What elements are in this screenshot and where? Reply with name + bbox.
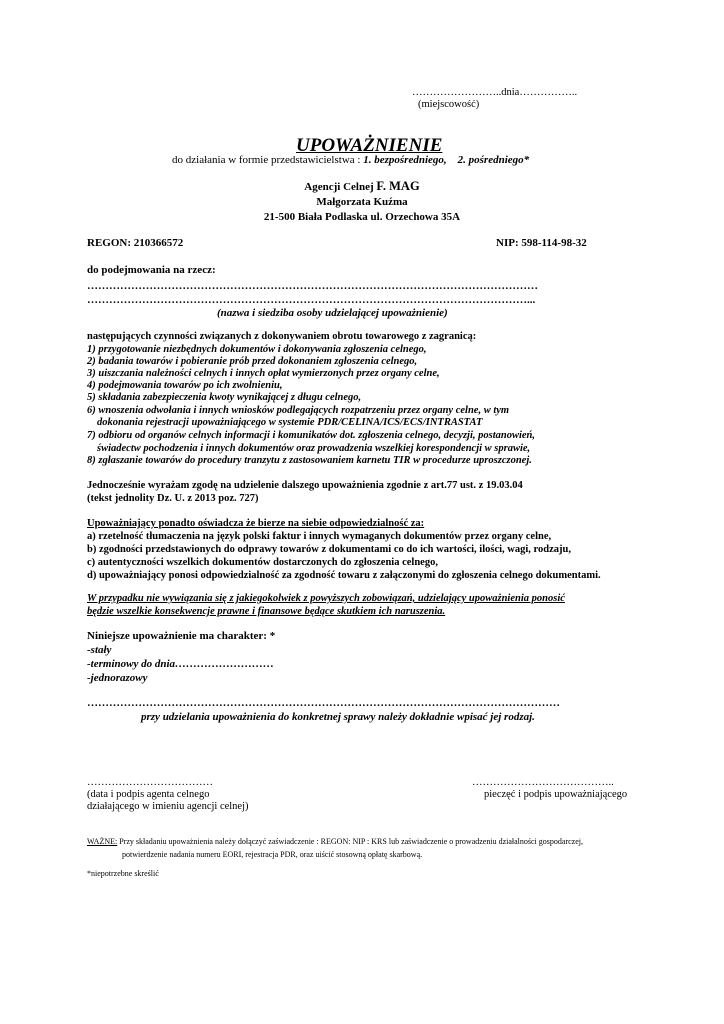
- principal-signature-label: pieczęć i podpis upoważniającego: [484, 789, 628, 800]
- liability-item: a) rzetelność tłumaczenia na język polski faktur i innych wymaganych dokumentów przez organy celne,: [87, 531, 552, 542]
- principal-label: do podejmowania na rzecz:: [87, 264, 216, 276]
- strike-note: *niepotrzebne skreślić: [87, 869, 159, 878]
- subtitle-option-direct: 1. bezpośredniego,: [363, 154, 447, 166]
- action-item: 5) składania zabezpieczenia kwoty wynikającej z długu celnego,: [87, 392, 362, 403]
- principal-caption: (nazwa i siedziba osoby udzielającej upoważnienie): [217, 307, 448, 319]
- action-item: 1) przygotowanie niezbędnych dokumentów i dokonywania zgłoszenia celnego,: [87, 344, 427, 355]
- agency-name: F. MAG: [376, 179, 420, 193]
- principal-dots-2: …………………………………………………………………………………………………………...: [87, 294, 536, 306]
- action-item: 6) wnoszenia odwołania i innych wniosków podlegających rozpatrzeniu przez organy celne, w tym: [87, 405, 510, 416]
- agency-address: 21-500 Biała Podlaska ul. Orzechowa 35A: [263, 211, 461, 223]
- action-item: 8) zgłaszanie towarów do procedury tranzytu z zastosowaniem karnetu TIR w procedurze uproszczonej.: [87, 455, 532, 466]
- document-title: UPOWAŻNIENIE: [296, 135, 443, 156]
- action-item: 3) uiszczania należności celnych i innych opłat wymierzonych przez organy celne,: [87, 368, 440, 379]
- action-item: dokonania rejestracji upoważniającego w systemie PDR/CELINA/ICS/ECS/INTRASTAT: [97, 417, 483, 428]
- character-option-term: -terminowy do dnia………………………: [87, 658, 275, 670]
- important-text-1: Przy składaniu upoważnienia należy dołączyć zaświadczenie : REGON: NIP : KRS lub zaświadczenie o prowadzeniu działalności gospodarczej,: [119, 837, 583, 846]
- nip: NIP: 598-114-98-32: [496, 237, 587, 249]
- principal-signature-dots: …………………………………..: [472, 777, 614, 788]
- liability-item: c) autentyczności wszelkich dokumentów dostarczonych do zgłoszenia celnego,: [87, 557, 438, 568]
- character-heading: Niniejsze upoważnienie ma charakter: *: [87, 630, 276, 642]
- action-item: 2) badania towarów i pobieranie prób przed dokonaniem zgłoszenia celnego,: [87, 356, 418, 367]
- subtitle-prefix: do działania w formie przedstawicielstwa :: [172, 154, 361, 166]
- warning-line1: W przypadku nie wywiązania się z jakiegokolwiek z powyższych zobowiązań, udzielający upoważnienia ponosić: [87, 593, 565, 604]
- principal-dots-1: ……………………………………………………………………………………………………………: [87, 280, 538, 292]
- place-label: (miejscowość): [418, 99, 480, 110]
- consent-line2: (tekst jednolity Dz. U. z 2013 poz. 727): [87, 493, 259, 504]
- action-item: 4) podejmowania towarów po ich zwolnieniu,: [87, 380, 283, 391]
- agency-prefix: Agencji Celnej: [304, 181, 374, 193]
- actions-intro: następujących czynności związanych z dokonywaniem obrotu towarowego z zagranicą:: [87, 331, 477, 342]
- action-item: świadectw pochodzenia i innych dokumentów oraz prowadzenia wszelkiej korespondencji w sprawie,: [97, 443, 531, 454]
- character-note: przy udzielania upoważnienia do konkretnej sprawy należy dokładnie wpisać jej rodzaj.: [141, 711, 535, 723]
- action-item: 7) odbioru od organów celnych informacji i komunikatów dot. zgłoszenia celnego, decyzji, postanowień,: [87, 430, 536, 441]
- warning-line2: będzie wszelkie konsekwencje prawne i finansowe będące skutkiem ich naruszenia.: [87, 606, 446, 617]
- important-label: WAŻNE:: [87, 837, 118, 846]
- character-option-single: -jednorazowy: [87, 672, 148, 684]
- document-subtitle: [172, 155, 529, 166]
- agent-signature-dots: ………………………………: [87, 777, 213, 788]
- agent-signature-label-2: działającego w imieniu agencji celnej): [87, 801, 249, 812]
- place-date-line: ……………………..dnia……………..: [412, 87, 578, 98]
- consent-line1: Jednocześnie wyrażam zgodę na udzielenie dalszego upoważnienia zgodnie z art.77 ust. z 19.03.04: [87, 480, 523, 491]
- liability-item: d) upoważniający ponosi odpowiedzialność za zgodność towaru z załączonymi do zgłoszenia celnego dokumentami.: [87, 570, 601, 581]
- subtitle-option-indirect: 2. pośredniego*: [457, 154, 530, 166]
- liability-heading: Upoważniający ponadto oświadcza że bierze na siebie odpowiedzialność za:: [87, 518, 425, 529]
- agency-line1: [0, 180, 724, 193]
- regon: REGON: 210366572: [87, 237, 184, 249]
- agent-signature-label: (data i podpis agenta celnego: [87, 789, 210, 800]
- agency-owner: Małgorzata Kuźma: [316, 196, 408, 208]
- character-dots: …………………………………………………………………………………………………………………: [87, 697, 560, 709]
- liability-item: b) zgodności przedstawionych do odprawy towarów z dokumentami co do ich wartości, ilości, wagi, rodzaju,: [87, 544, 571, 555]
- important-note: [87, 838, 583, 846]
- important-text-2: potwierdzenie nadania numeru EORI, rejestracja PDR, oraz uiścić stosowną opłatę skarbową.: [122, 850, 423, 859]
- character-option-permanent: -stały: [87, 644, 112, 656]
